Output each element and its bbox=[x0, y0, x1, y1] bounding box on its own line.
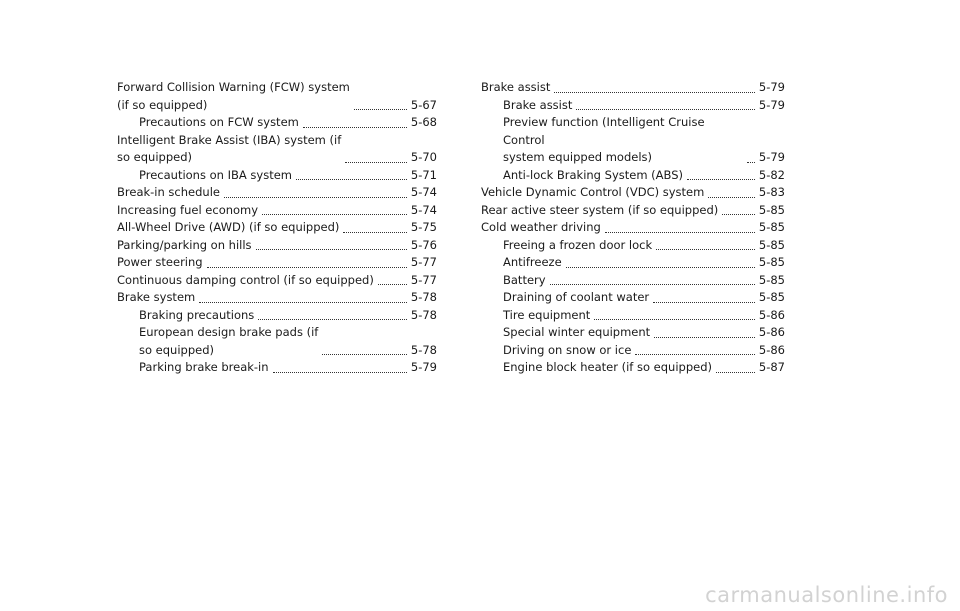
toc-entry[interactable] bbox=[481, 272, 785, 290]
toc-dot-leader bbox=[594, 319, 755, 320]
toc-dot-leader bbox=[550, 284, 755, 285]
toc-entry-page: 5-74 bbox=[410, 202, 437, 217]
toc-entry-label: European design brake pads (if so equipped) bbox=[139, 325, 319, 357]
toc-entry-label: Brake assist bbox=[481, 80, 551, 94]
toc-dot-leader bbox=[654, 337, 755, 338]
toc-entry[interactable] bbox=[117, 202, 437, 220]
toc-entry-label: Engine block heater (if so equipped) bbox=[503, 360, 713, 374]
toc-dot-leader bbox=[354, 109, 407, 110]
toc-entry[interactable] bbox=[117, 79, 437, 114]
toc-entry-page: 5-71 bbox=[410, 167, 437, 182]
toc-entry-page: 5-79 bbox=[758, 150, 785, 164]
toc-entry-page: 5-85 bbox=[758, 272, 785, 287]
toc-right-column bbox=[481, 79, 785, 377]
toc-entry-label: Rear active steer system (if so equipped) bbox=[481, 202, 719, 217]
toc-dot-leader bbox=[262, 214, 407, 215]
toc-entry-label: Continuous damping control (if so equipped) bbox=[117, 272, 374, 287]
toc-entry[interactable] bbox=[481, 97, 785, 115]
toc-entry[interactable] bbox=[117, 254, 437, 272]
toc-entry[interactable] bbox=[481, 254, 785, 272]
toc-dot-leader bbox=[656, 249, 755, 250]
toc-entry[interactable] bbox=[481, 167, 785, 185]
toc-entry-label: Break-in schedule bbox=[117, 185, 220, 199]
toc-entry[interactable] bbox=[117, 114, 437, 132]
toc-entry[interactable] bbox=[117, 237, 437, 255]
toc-entry-label: Precautions on FCW system bbox=[139, 115, 299, 129]
toc-entry-page: 5-75 bbox=[410, 220, 437, 234]
toc-dot-leader bbox=[296, 179, 407, 180]
toc-entry[interactable] bbox=[481, 79, 785, 97]
toc-entry-page: 5-85 bbox=[758, 202, 785, 217]
toc-dot-leader bbox=[343, 232, 406, 233]
watermark: carmanualsonline.info bbox=[705, 583, 948, 607]
toc-dot-leader bbox=[576, 109, 755, 110]
toc-entry-page: 5-85 bbox=[758, 255, 785, 269]
toc-entry-label: Driving on snow or ice bbox=[503, 342, 632, 357]
toc-entry-label: Intelligent Brake Assist (IBA) system (if so equipped) bbox=[117, 132, 342, 164]
toc-entry-page: 5-87 bbox=[758, 360, 785, 374]
toc-entry-label: Increasing fuel economy bbox=[117, 202, 259, 217]
toc-entry[interactable] bbox=[117, 272, 437, 290]
toc-entry-label: Parking brake break-in bbox=[139, 360, 269, 374]
toc-dot-leader bbox=[258, 319, 407, 320]
toc-dot-leader bbox=[345, 162, 407, 163]
toc-entry[interactable] bbox=[117, 219, 437, 237]
toc-dot-leader bbox=[303, 127, 407, 128]
toc-entry[interactable] bbox=[481, 202, 785, 220]
toc-entry-page: 5-86 bbox=[758, 325, 785, 339]
toc-entry-page: 5-86 bbox=[758, 342, 785, 357]
toc-dot-leader bbox=[207, 267, 407, 268]
toc-entry-page: 5-76 bbox=[410, 237, 437, 252]
toc-entry[interactable] bbox=[481, 359, 785, 377]
toc-entry[interactable] bbox=[481, 289, 785, 307]
toc-entry-label: Freeing a frozen door lock bbox=[503, 237, 653, 252]
toc-dot-leader bbox=[566, 267, 755, 268]
toc-dot-leader bbox=[653, 302, 755, 303]
toc-dot-leader bbox=[635, 354, 754, 355]
toc-entry-label: Precautions on IBA system bbox=[139, 167, 292, 182]
toc-entry-page: 5-68 bbox=[410, 115, 437, 129]
toc-entry-page: 5-85 bbox=[758, 220, 785, 234]
toc-left-column bbox=[117, 79, 437, 377]
toc-entry-label: Brake system bbox=[117, 290, 196, 304]
toc-entry-label: Power steering bbox=[117, 255, 203, 269]
toc-entry-page: 5-67 bbox=[410, 97, 437, 112]
toc-entry[interactable] bbox=[117, 184, 437, 202]
toc-dot-leader bbox=[708, 197, 755, 198]
toc-entry[interactable] bbox=[481, 219, 785, 237]
toc-entry-label: Vehicle Dynamic Control (VDC) system bbox=[481, 185, 705, 199]
toc-entry[interactable] bbox=[117, 167, 437, 185]
toc-entry[interactable] bbox=[481, 324, 785, 342]
toc-entry-page: 5-74 bbox=[410, 185, 437, 199]
toc-entry-label: Preview function (Intelligent Cruise Control system equipped models) bbox=[503, 115, 705, 164]
toc-dot-leader bbox=[554, 92, 755, 93]
toc-entry[interactable] bbox=[117, 359, 437, 377]
toc-dot-leader bbox=[687, 179, 755, 180]
toc-entry-label: Tire equipment bbox=[503, 307, 591, 322]
toc-entry-label: Brake assist bbox=[503, 97, 573, 112]
toc-dot-leader bbox=[322, 354, 407, 355]
toc-entry-label: Braking precautions bbox=[139, 307, 255, 322]
toc-entry-page: 5-82 bbox=[758, 167, 785, 182]
toc-entry[interactable] bbox=[481, 307, 785, 325]
toc-entry[interactable] bbox=[117, 307, 437, 325]
toc-entry-page: 5-77 bbox=[410, 255, 437, 269]
toc-entry[interactable] bbox=[117, 132, 437, 167]
toc-entry-label: Antifreeze bbox=[503, 255, 562, 269]
toc-entry[interactable] bbox=[481, 342, 785, 360]
toc-entry-label: Draining of coolant water bbox=[503, 290, 650, 304]
toc-dot-leader bbox=[747, 162, 755, 163]
toc-dot-leader bbox=[722, 214, 755, 215]
toc-entry[interactable] bbox=[481, 114, 785, 167]
toc-entry-label: Anti-lock Braking System (ABS) bbox=[503, 167, 684, 182]
toc-dot-leader bbox=[224, 197, 407, 198]
toc-entry[interactable] bbox=[481, 237, 785, 255]
toc-entry-label: Parking/parking on hills bbox=[117, 237, 252, 252]
toc-entry-page: 5-79 bbox=[410, 360, 437, 374]
toc-entry-label: Forward Collision Warning (FCW) system (if so equipped) bbox=[117, 80, 350, 112]
toc-entry-page: 5-86 bbox=[758, 307, 785, 322]
toc-dot-leader bbox=[605, 232, 755, 233]
toc-dot-leader bbox=[273, 372, 407, 373]
toc-entry-page: 5-83 bbox=[758, 185, 785, 199]
toc-dot-leader bbox=[199, 302, 407, 303]
toc-dot-leader bbox=[716, 372, 755, 373]
toc-dot-leader bbox=[256, 249, 407, 250]
toc-entry-label: Special winter equipment bbox=[503, 325, 651, 339]
toc-dot-leader bbox=[378, 284, 407, 285]
toc-entry-page: 5-79 bbox=[758, 97, 785, 112]
toc-entry[interactable] bbox=[117, 324, 437, 359]
toc-entry-label: All-Wheel Drive (AWD) (if so equipped) bbox=[117, 220, 340, 234]
toc-entry-page: 5-77 bbox=[410, 272, 437, 287]
toc-entry[interactable] bbox=[117, 289, 437, 307]
toc-entry-page: 5-79 bbox=[758, 80, 785, 94]
toc-entry-page: 5-78 bbox=[410, 290, 437, 304]
toc-entry-page: 5-70 bbox=[410, 150, 437, 164]
toc-entry-label: Cold weather driving bbox=[481, 220, 601, 234]
toc-entry-page: 5-85 bbox=[758, 290, 785, 304]
toc-entry-label: Battery bbox=[503, 272, 546, 287]
toc-entry-page: 5-85 bbox=[758, 237, 785, 252]
toc-entry-page: 5-78 bbox=[410, 342, 437, 357]
toc-entry-page: 5-78 bbox=[410, 307, 437, 322]
toc-entry[interactable] bbox=[481, 184, 785, 202]
